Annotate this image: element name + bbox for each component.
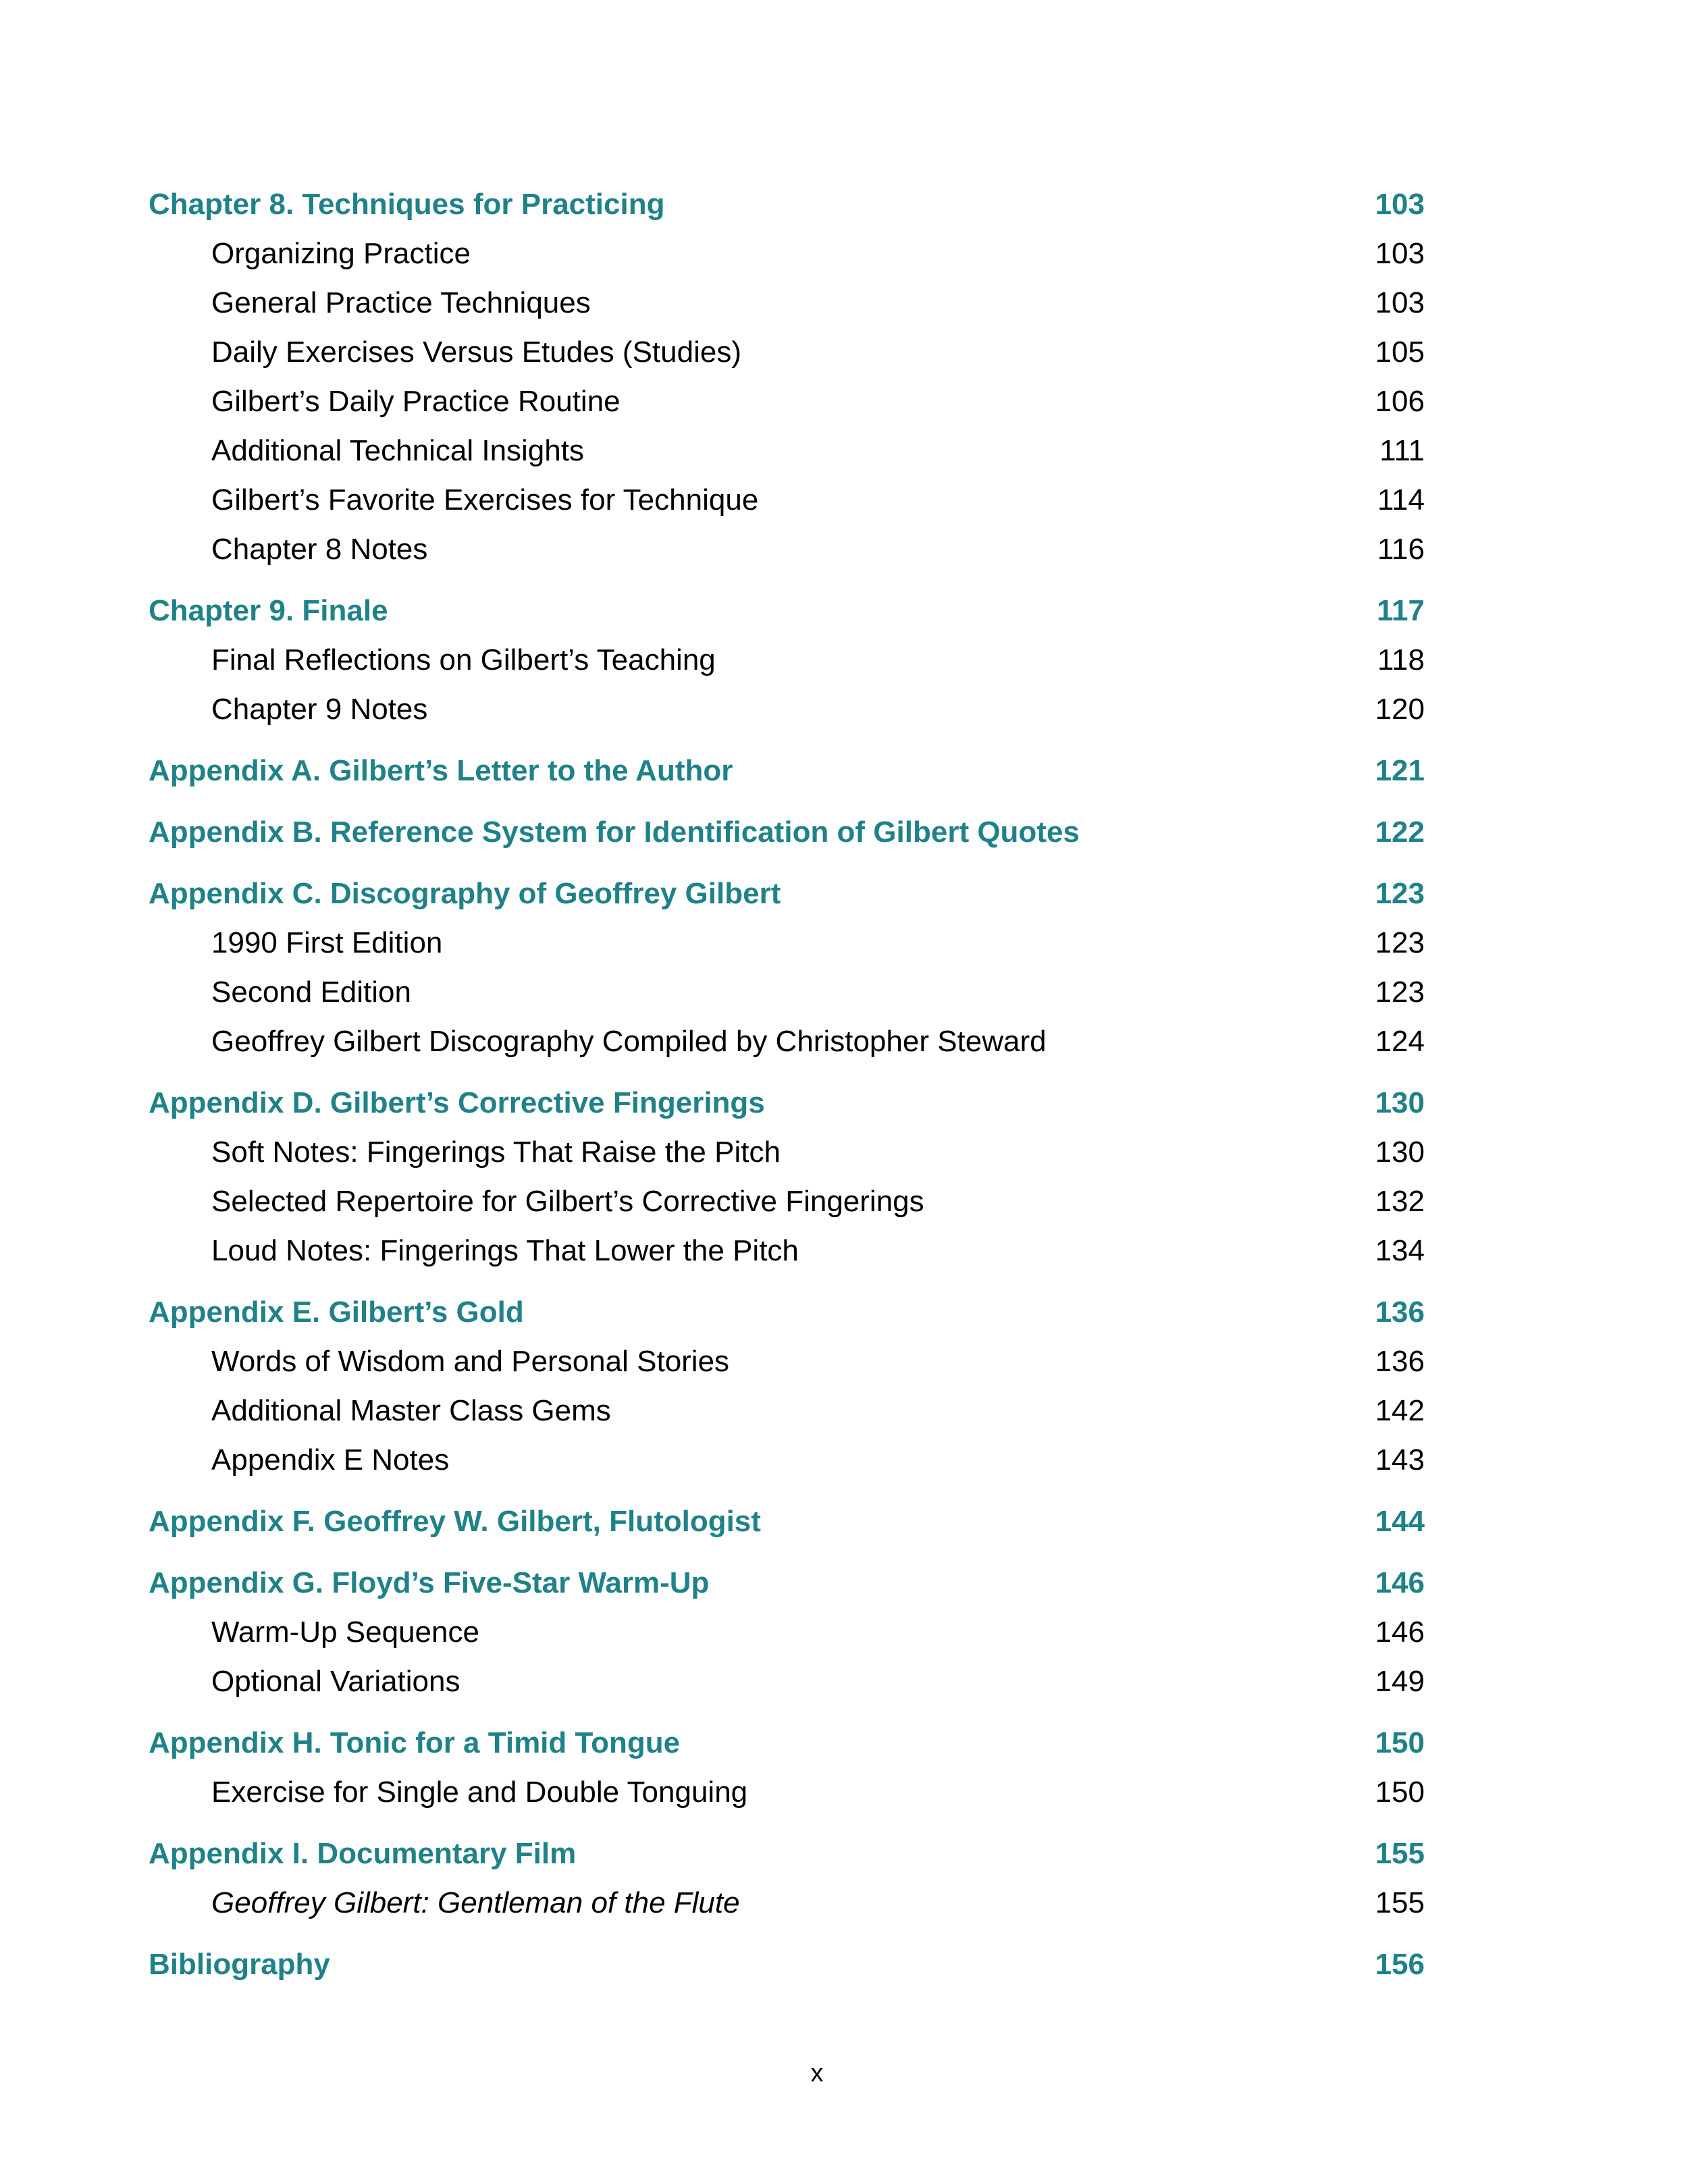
toc-entry-title: Warm-Up Sequence [211,1616,479,1649]
toc-entry-title: Exercise for Single and Double Tonguing [211,1776,748,1809]
toc-heading-title: Appendix A. Gilbert’s Letter to the Author [149,754,733,787]
toc-entry-page: 146 [1375,1616,1425,1649]
toc-section [149,188,1425,582]
toc-heading-page: 103 [1375,188,1425,221]
toc-entry-page: 123 [1375,926,1425,959]
toc-heading[interactable] [149,1837,1425,1886]
toc-heading-page: 150 [1375,1726,1425,1759]
toc-heading-page: 136 [1375,1296,1425,1329]
toc-section [149,1566,1425,1714]
toc-entry[interactable] [149,237,1425,286]
toc-entry-page: 150 [1375,1776,1425,1809]
toc-entry-title: Words of Wisdom and Personal Stories [211,1345,730,1378]
toc-entry[interactable] [149,533,1425,582]
toc-entry-page: 142 [1375,1394,1425,1427]
toc-section [149,1296,1425,1493]
toc-entry[interactable] [149,693,1425,742]
toc-entry-page: 124 [1375,1025,1425,1058]
toc-entry[interactable] [149,1234,1425,1283]
toc-entry-title: Additional Master Class Gems [211,1394,611,1427]
toc-entry[interactable] [149,1616,1425,1665]
toc-heading[interactable] [149,1296,1425,1345]
toc-heading-title: Appendix G. Floyd’s Five-Star Warm-Up [149,1566,710,1599]
toc-entry-page: 103 [1375,286,1425,319]
toc-heading-title: Appendix D. Gilbert’s Corrective Fingerings [149,1086,765,1119]
toc-entry-title: Selected Repertoire for Gilbert’s Corrective Fingerings [211,1185,924,1218]
toc-entry-page: 155 [1375,1886,1425,1919]
toc-entry-page: 111 [1379,434,1425,467]
toc-section [149,1086,1425,1283]
toc-heading-title: Chapter 8. Techniques for Practicing [149,188,665,221]
toc-entry[interactable] [149,1025,1425,1074]
toc-entry-title: Geoffrey Gilbert: Gentleman of the Flute [211,1886,740,1919]
toc-heading-title: Appendix I. Documentary Film [149,1837,577,1870]
toc-section [149,1505,1425,1554]
toc-entry-title: Gilbert’s Favorite Exercises for Technique [211,483,759,516]
toc-entry-page: 130 [1375,1136,1425,1169]
toc-entry-title: Chapter 9 Notes [211,693,428,726]
toc-heading-title: Appendix H. Tonic for a Timid Tongue [149,1726,681,1759]
toc-entry[interactable] [149,1665,1425,1714]
toc-entry[interactable] [149,1136,1425,1185]
toc-heading-page: 144 [1375,1505,1425,1538]
toc-entry-title: Gilbert’s Daily Practice Routine [211,385,621,418]
toc-heading-page: 146 [1375,1566,1425,1599]
toc-heading-title: Appendix E. Gilbert’s Gold [149,1296,524,1329]
toc-entry-page: 103 [1375,237,1425,270]
toc-entry-page: 143 [1375,1443,1425,1476]
toc-entry-page: 105 [1375,336,1425,369]
toc-entry-page: 132 [1375,1185,1425,1218]
toc-heading[interactable] [149,1566,1425,1616]
toc-entry-page: 123 [1375,976,1425,1009]
toc-entry[interactable] [149,643,1425,693]
toc-entry-title: Final Reflections on Gilbert’s Teaching [211,643,716,676]
toc-heading-title: Appendix F. Geoffrey W. Gilbert, Flutologist [149,1505,761,1538]
toc-heading-title: Chapter 9. Finale [149,594,388,627]
table-of-contents [149,188,1425,2009]
toc-heading[interactable] [149,594,1425,643]
toc-entry[interactable] [149,286,1425,336]
toc-entry-page: 118 [1377,643,1425,676]
toc-entry-page: 136 [1375,1345,1425,1378]
toc-entry-title: General Practice Techniques [211,286,591,319]
toc-section [149,1726,1425,1825]
toc-heading[interactable] [149,188,1425,237]
toc-heading[interactable] [149,754,1425,803]
toc-entry-title: Loud Notes: Fingerings That Lower the Pitch [211,1234,799,1267]
toc-heading[interactable] [149,1505,1425,1554]
toc-heading-title: Appendix C. Discography of Geoffrey Gilbert [149,877,781,910]
toc-section [149,1837,1425,1936]
toc-heading[interactable] [149,1086,1425,1136]
toc-entry[interactable] [149,1185,1425,1234]
toc-heading-page: 121 [1375,754,1425,787]
toc-entry[interactable] [149,336,1425,385]
toc-entry[interactable] [149,1443,1425,1493]
toc-heading-page: 130 [1375,1086,1425,1119]
toc-entry-page: 116 [1377,533,1425,566]
toc-section [149,594,1425,742]
toc-entry[interactable] [149,1776,1425,1825]
toc-heading-page: 156 [1375,1948,1425,1981]
toc-entry-title: Optional Variations [211,1665,460,1698]
toc-entry[interactable] [149,976,1425,1025]
toc-entry[interactable] [149,385,1425,434]
toc-heading[interactable] [149,1948,1425,1997]
toc-heading[interactable] [149,877,1425,926]
toc-entry[interactable] [149,483,1425,533]
toc-entry-title: 1990 First Edition [211,926,443,959]
toc-entry-title: Daily Exercises Versus Etudes (Studies) [211,336,741,369]
toc-entry[interactable] [149,926,1425,976]
toc-heading-page: 117 [1377,594,1425,627]
toc-section [149,877,1425,1074]
toc-entry-title: Organizing Practice [211,237,471,270]
toc-entry[interactable] [149,1345,1425,1394]
toc-entry-page: 149 [1375,1665,1425,1698]
toc-heading[interactable] [149,816,1425,865]
toc-section [149,816,1425,865]
toc-section [149,1948,1425,1997]
toc-entry[interactable] [149,1886,1425,1936]
toc-entry-page: 106 [1375,385,1425,418]
toc-entry-title: Chapter 8 Notes [211,533,428,566]
toc-entry[interactable] [149,434,1425,483]
toc-heading-title: Appendix B. Reference System for Identification of Gilbert Quotes [149,816,1080,849]
toc-entry-page: 120 [1375,693,1425,726]
toc-entry-page: 114 [1377,483,1425,516]
toc-entry[interactable] [149,1394,1425,1443]
toc-entry-title: Appendix E Notes [211,1443,450,1476]
toc-entry-title: Soft Notes: Fingerings That Raise the Pitch [211,1136,781,1169]
toc-section [149,754,1425,803]
toc-heading-title: Bibliography [149,1948,330,1981]
toc-entry-page: 134 [1375,1234,1425,1267]
toc-heading-page: 123 [1375,877,1425,910]
page-folio: x [810,2059,824,2087]
toc-entry-title: Second Edition [211,976,411,1009]
toc-entry-title: Additional Technical Insights [211,434,584,467]
toc-heading-page: 155 [1375,1837,1425,1870]
toc-heading[interactable] [149,1726,1425,1776]
toc-entry-title: Geoffrey Gilbert Discography Compiled by Christopher Steward [211,1025,1047,1058]
toc-heading-page: 122 [1375,816,1425,849]
